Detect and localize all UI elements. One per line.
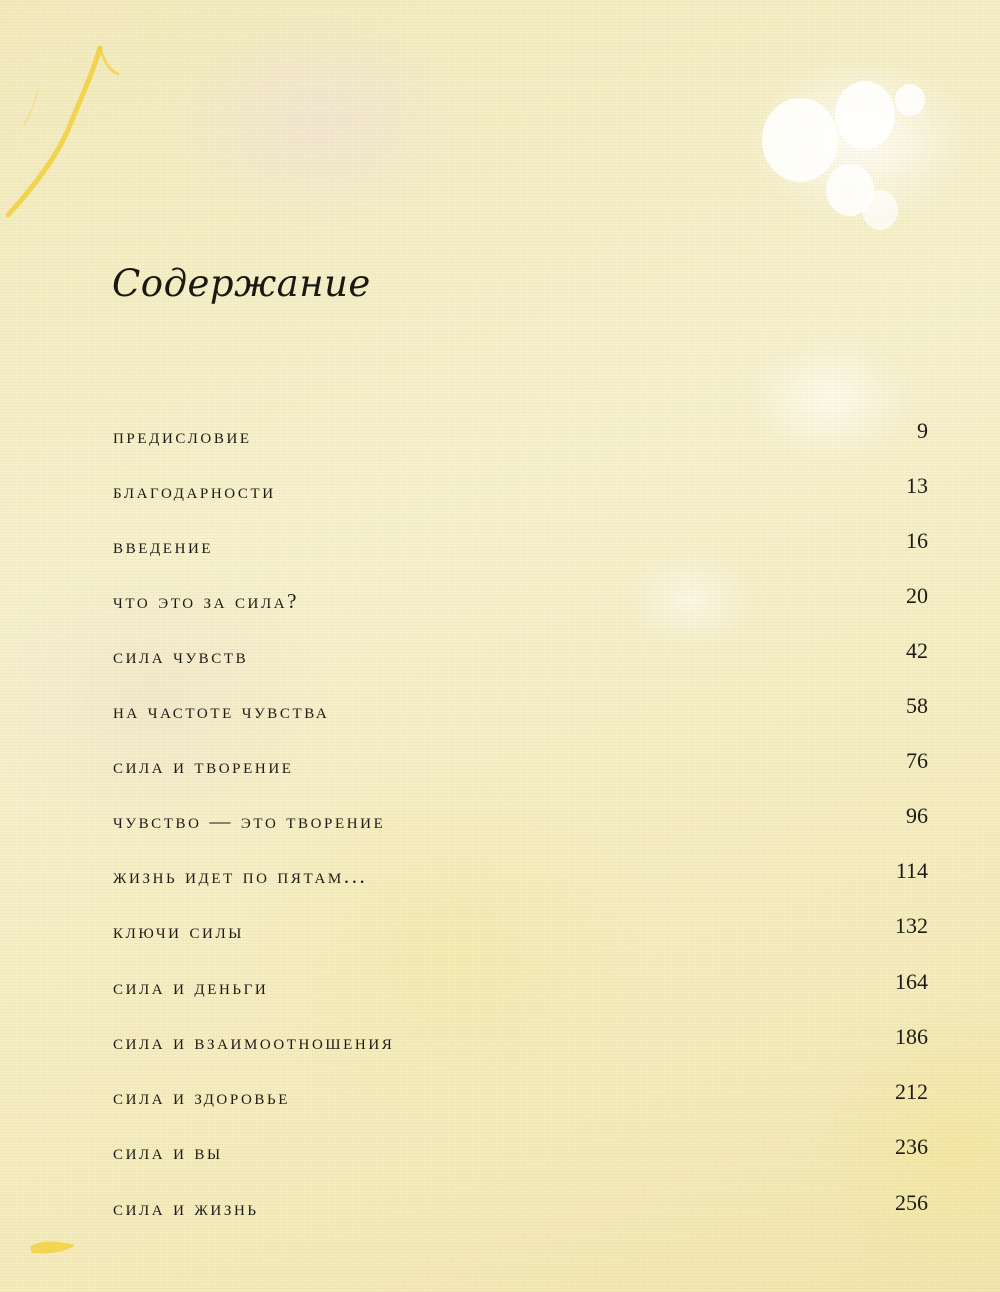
- toc-entry-title: сила и жизнь: [113, 1195, 259, 1220]
- toc-entry-title: на частоте чувства: [113, 699, 330, 723]
- toc-entry-title: сила и творение: [113, 754, 294, 778]
- toc-entry-page-number: 256: [895, 1189, 928, 1215]
- toc-entry-page-number: 76: [906, 748, 928, 773]
- yellow-paint-splash-decoration: [20, 1225, 90, 1265]
- toc-entry-title: чувство — это творение: [113, 809, 386, 833]
- toc-entry: [113, 410, 928, 465]
- toc-entry-page-number: 58: [906, 693, 928, 718]
- toc-entry-page-number: 212: [895, 1079, 928, 1105]
- toc-entry: [113, 1182, 928, 1237]
- toc-entry-title: сила и деньги: [113, 974, 269, 999]
- toc-entry-title: ключи силы: [113, 919, 244, 944]
- yellow-brush-stroke-decoration: [0, 30, 130, 230]
- toc-entry-title: введение: [113, 534, 214, 558]
- toc-entry-title: благодарности: [113, 479, 276, 503]
- toc-entry-title: сила и здоровье: [113, 1085, 290, 1110]
- toc-entry-title: сила чувств: [113, 644, 249, 668]
- toc-entry-page-number: 20: [906, 583, 928, 608]
- page-title: Содержание: [112, 262, 371, 305]
- toc-entry-page-number: 42: [906, 638, 928, 663]
- toc-entry-title: предисловие: [113, 424, 252, 448]
- toc-entry: [113, 575, 928, 630]
- toc-entry-page-number: 114: [895, 858, 928, 883]
- toc-entry-page-number: 16: [906, 528, 928, 553]
- table-of-contents: [113, 410, 928, 1237]
- toc-entry: [113, 850, 928, 905]
- toc-entry-page-number: 186: [895, 1023, 928, 1049]
- toc-entry: [113, 961, 928, 1016]
- toc-entry-page-number: 164: [895, 968, 928, 994]
- toc-entry-page-number: 132: [895, 913, 928, 939]
- white-paint-blobs-decoration: [740, 70, 960, 240]
- toc-entry: [113, 685, 928, 740]
- toc-entry-title: жизнь идет по пятам...: [113, 864, 368, 888]
- toc-entry-title: что это за сила?: [113, 589, 300, 613]
- toc-entry: [113, 520, 928, 575]
- toc-entry: [113, 1016, 928, 1071]
- toc-entry-page-number: 236: [895, 1134, 928, 1160]
- toc-entry: [113, 630, 928, 685]
- toc-entry: [113, 465, 928, 520]
- toc-entry: [113, 740, 928, 795]
- toc-entry: [113, 1126, 928, 1181]
- toc-entry-title: сила и взаимоотношения: [113, 1029, 395, 1054]
- toc-entry: [113, 1071, 928, 1126]
- toc-entry: [113, 795, 928, 850]
- toc-entry: [113, 905, 928, 960]
- toc-entry-page-number: 13: [906, 473, 928, 498]
- toc-entry-page-number: 9: [917, 418, 928, 443]
- toc-entry-page-number: 96: [906, 803, 928, 828]
- toc-entry-title: сила и вы: [113, 1140, 223, 1165]
